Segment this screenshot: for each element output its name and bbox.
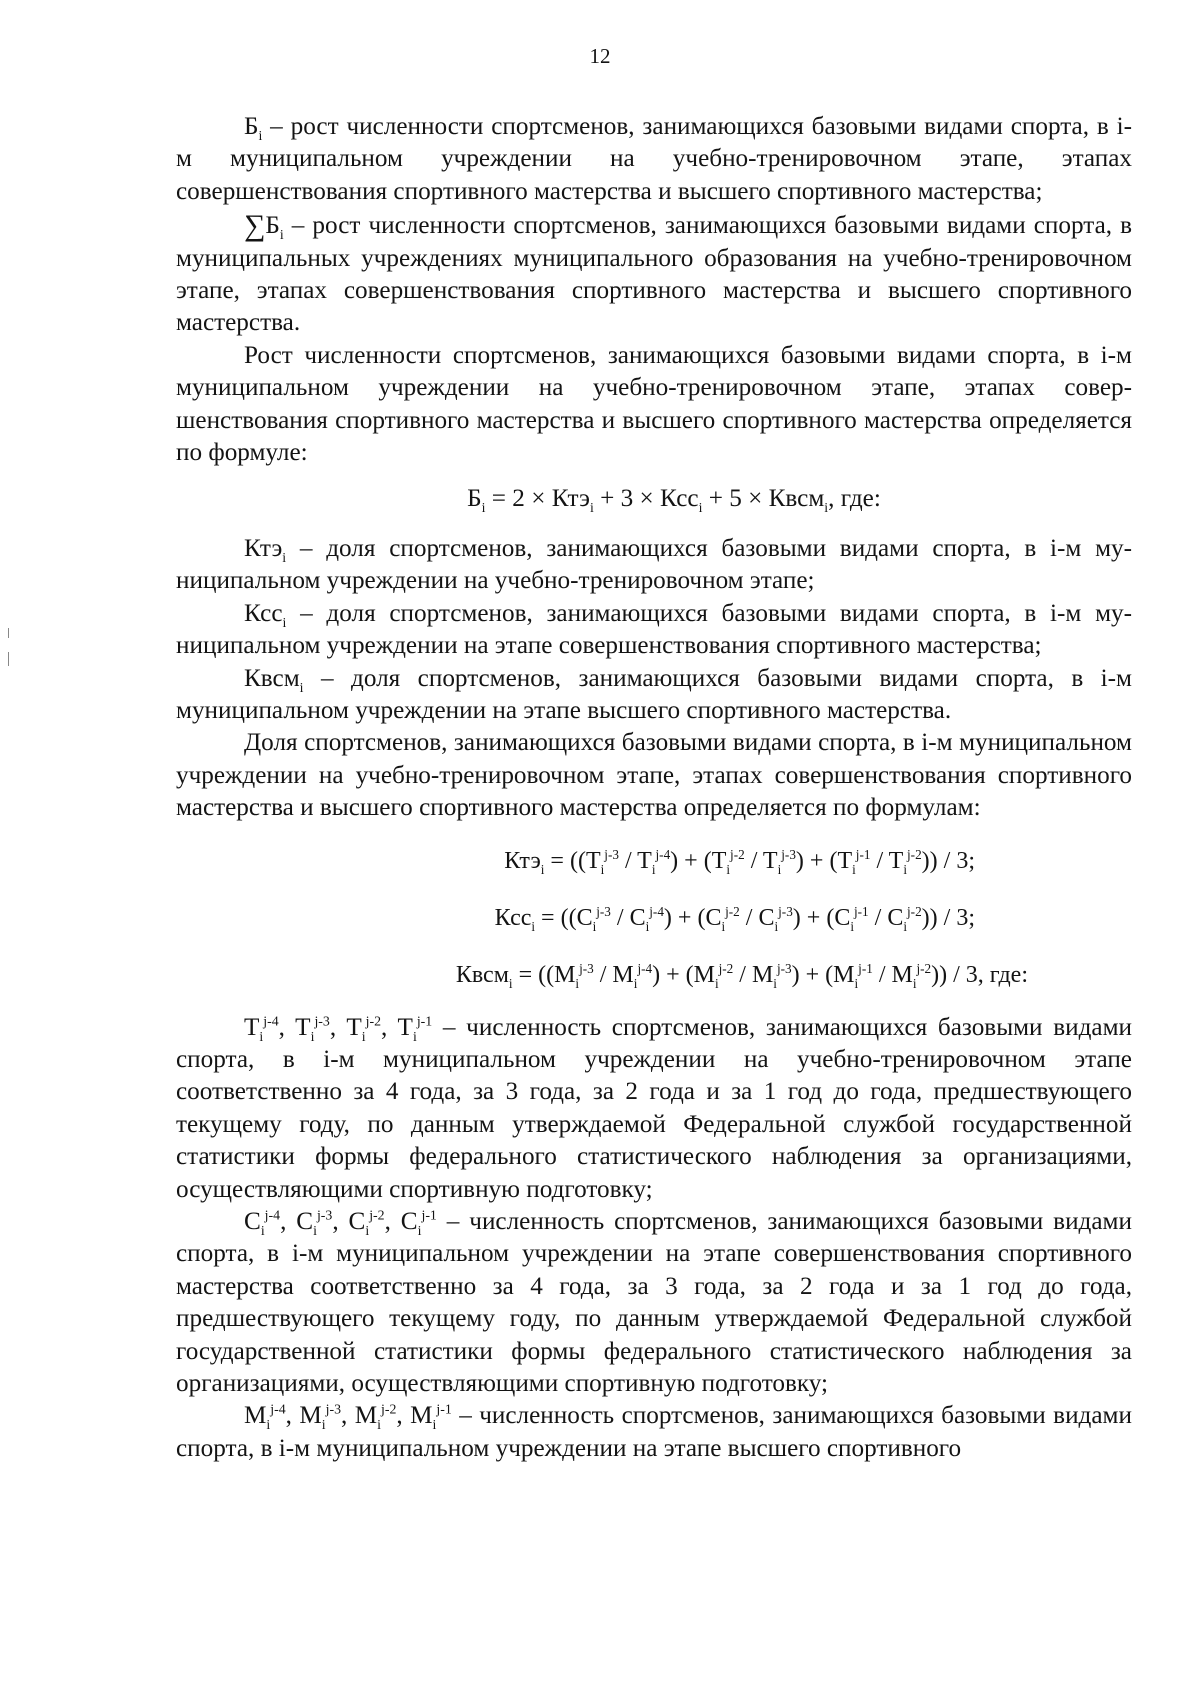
formula-kte: $Ктэ_i = ((T_i^{j-3} / T_i^{j-4}) + (T_i^{j-2} / T_i^{j-3}) + (T_i^{j-1} / T_i^{j-2})) / 3$; [504, 846, 975, 877]
margin-mark [8, 628, 9, 638]
document-body [176, 111, 1132, 1465]
paragraph-sum-b-definition: $\sum Б_i$ – рост численности спортсменов, занимающихся базовыми видами спорта, в муниципальных учреждениях муниципального образования на учебно-тренировочном этапе, этапах совершенствования спортивного мастерства и высшего спортивного мастерства. [176, 209, 1132, 337]
paragraph-b-definition: $Б_i$ – рост численности спортсменов, занимающихся базовыми видами спорта, в i-м муниципальном учреждении на учебно-тренировочном этапе, этапах совершенствования спортивного мастерства и высшего спортивного мастерства; [176, 113, 1132, 205]
formula-kss: $Ксс_i = ((C_i^{j-3} / C_i^{j-4}) + (C_i^{j-2} / C_i^{j-3}) + (C_i^{j-1} / C_i^{j-2})) / 3$; [494, 903, 975, 934]
paragraph-kte-definition: Ктэ$_i$ – доля спортсменов, занимающихся базовыми видами спорта, в i-м муниципальном учреждении на учебно-тренировочном этапе; [176, 534, 1132, 595]
paragraph-kvsm-definition: Квсм$_i$ – доля спортсменов, занимающихся базовыми видами спорта, в i-м муниципальном учреждении на этапе высшего спортивного мастерства. [176, 664, 1132, 724]
paragraph-growth-intro: Рост численности спортсменов, занимающихся базовыми видами спорта, в i-м муниципальном учреждении на учебно-тренировочном этапе, этапах совершенствования спортивного мастерства и высшего спортивного мастерства определяется по формуле: [176, 341, 1132, 467]
formula-kvsm: Квсм$_i$ = $((M_i^{j-3} / M_i^{j-4}) + (M_i^{j-2} / M_i^{j-3}) + (M_i^{j-1} / M_i^{j-2})) / 3$, где: [455, 960, 1028, 991]
paragraph-m-definition: $M_i^{j-4}$, $M_i^{j-3}$, $M_i^{j-2}$, $M_i^{j-1}$ – численность спортсменов, занимающихся базовыми видами спорта, в i-м муниципальном учреждении на этапе высшего спортивного [176, 1402, 1132, 1462]
paragraph-share-intro: Доля спортсменов, занимающихся базовыми видами спорта, в i-м муниципальном учреждении на учебно-тренировочном этапе, этапах совершенствования спортивного мастерства и высшего спортивного мастерства определяется по формулам: [176, 729, 1132, 822]
page-number: 12 [589, 44, 611, 68]
paragraph-kss-definition: Ксс$_i$ – доля спортсменов, занимающихся базовыми видами спорта, в i-м муниципальном учреждении на этапе совершенствования спортивного мастерства; [176, 599, 1132, 660]
paragraph-t-definition: $T_i^{j-4}$, $T_i^{j-3}$, $T_i^{j-2}$, $T_i^{j-1}$ – численность спортсменов, занимающихся базовыми видами спорта, в i-м муниципальном учреждении на учебно-тренировочном этапе соответственно за 4 года, за 3 года, за 2 года и за 1 год до года, предшествующего текущему году, по данным утверждаемой Федеральной службой государственной статистики формы федерального статистического наблюдения за организациями, осуществляющими спортивную подготовку; [176, 1013, 1132, 1203]
paragraph-c-definition: $C_i^{j-4}$, $C_i^{j-3}$, $C_i^{j-2}$, $C_i^{j-1}$ – численность спортсменов, занимающихся базовыми видами спорта, в i-м муниципальном учреждении на этапе совершенствования спортивного мастерства соответственно за 4 года, за 3 года, за 2 года и за 1 год до года, предшествующего текущему году, по данным утверждаемой Федеральной службой государственной статистики формы федерального статистического наблюдения за организациями, осуществляющими спортивную подготовку; [176, 1207, 1132, 1397]
margin-mark [8, 652, 9, 666]
formula-b: $Б_i = 2 \times Ктэ_i + 3 \times Ксс_i + 5$ × Квсм$_i$, где: [467, 485, 881, 516]
